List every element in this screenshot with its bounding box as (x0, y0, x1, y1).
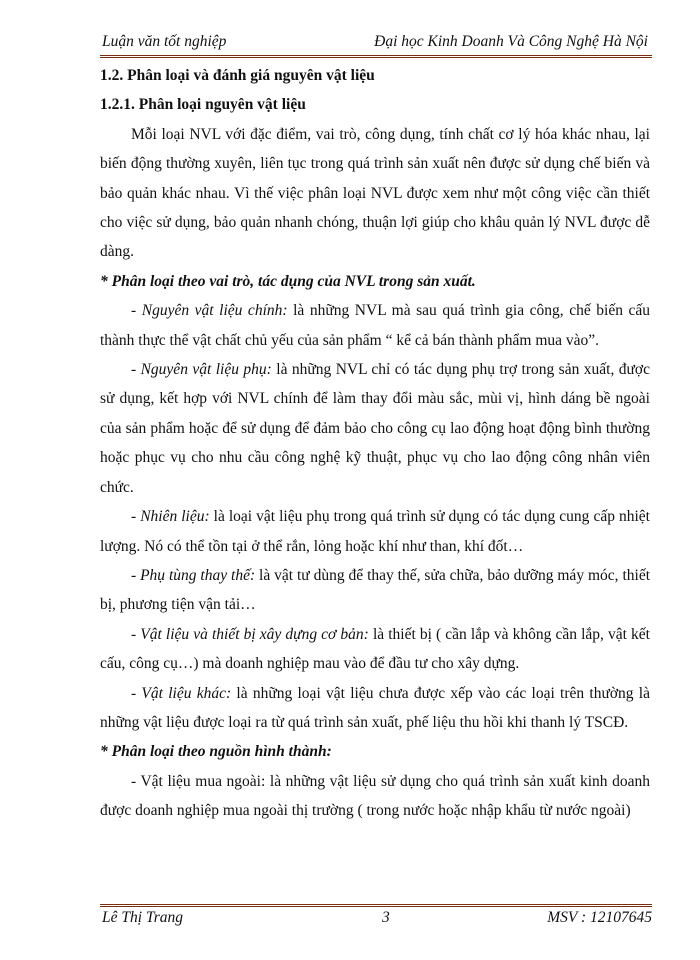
list-item-auxiliary-material: - Nguyên vật liệu phụ: là những NVL chỉ có tác dụng phụ trợ trong sản xuất, được sử dụng, kết hợp với NVL chính để làm thay đổi màu sắc, mùi vị, hình dáng bề ngoài của sản phẩm hoặc để sử dụng để đảm bảo cho công cụ lao động hoạt động bình thường hoặc phục vụ cho nhu cầu công nghệ kỹ thuật, phục vụ cho lao động công nhân viên chức. (100, 361, 650, 496)
term-label: Nguyên vật liệu chính: (141, 302, 288, 320)
list-item-construction-materials: - Vật liệu và thiết bị xây dựng cơ bản: là thiết bị ( cần lắp và không cần lắp, vật kết cấu, công cụ…) mà doanh nghiệp mau vào để đầu tư cho xây dựng. (100, 625, 650, 673)
list-item-purchased-materials: - Vật liệu mua ngoài: là những vật liệu sử dụng cho quá trình sản xuất kinh doanh được doanh nghiệp mua ngoài thị trường ( trong nước hoặc nhập khẩu từ nước ngoài) (100, 772, 650, 820)
page-body (100, 61, 650, 826)
header-university-name: Đại học Kinh Doanh Và Công Nghệ Hà Nội (374, 33, 648, 50)
footer-page-number: 3 (382, 909, 390, 926)
header-thesis-label: Luận văn tốt nghiệp (102, 33, 227, 50)
term-label: Nhiên liệu: (140, 508, 210, 526)
term-label: Phụ tùng thay thế: (140, 566, 256, 584)
intro-paragraph: Mỗi loại NVL với đặc điểm, vai trò, công dụng, tính chất cơ lý hóa khác nhau, lại biến động thường xuyên, liên tục trong quá trình sản xuất nên được sử dụng chế biến và bảo quản khác nhau. Vì thế việc phân loại NVL được xem như một công việc cần thiết cho việc sử dụng, bảo quản nhanh chóng, thuận lợi giúp cho khâu quản lý NVL được dễ dàng. (100, 125, 650, 261)
term-label: Nguyên vật liệu phụ: (140, 361, 272, 379)
list-item-main-material: - Nguyên vật liệu chính: là những NVL mà sau quá trình gia công, chế biến cấu thành thực thể vật chất chủ yếu của sản phẩm “ kể cả bán thành phẩm mua vào”. (100, 302, 651, 349)
footer-author: Lê Thị Trang (102, 909, 183, 926)
classification-heading-source: * Phân loại theo nguồn hình thành: (100, 743, 332, 761)
footer-student-id: MSV : 12107645 (547, 909, 652, 926)
section-heading: 1.2. Phân loại và đánh giá nguyên vật liệu (100, 67, 375, 84)
subsection-heading: 1.2.1. Phân loại nguyên vật liệu (100, 96, 306, 114)
classification-heading-role: * Phân loại theo vai trò, tác dụng của NVL trong sản xuất. (100, 272, 476, 290)
term-label: Vật liệu và thiết bị xây dựng cơ bản: (140, 625, 369, 643)
page-footer (100, 906, 652, 930)
header-rule (100, 55, 652, 58)
list-item-other-materials: - Vật liệu khác: là những loại vật liệu chưa được xếp vào các loại trên thường là những vật liệu được loại ra từ quá trình sản xuất, phế liệu thu hồi khi thanh lý TSCĐ. (100, 684, 650, 731)
list-item-fuel: - Nhiên liệu: là loại vật liệu phụ trong quá trình sử dụng có tác dụng cung cấp nhiệt lượng. Nó có thể tồn tại ở thể rắn, lỏng hoặc khí như than, khí đốt… (100, 508, 650, 555)
page-header (100, 30, 650, 54)
list-item-spare-parts: - Phụ tùng thay thế: là vật tư dùng để thay thế, sửa chữa, bảo dưỡng máy móc, thiết bị, phương tiện vận tải… (100, 566, 651, 614)
term-label: Vật liệu khác: (141, 684, 232, 702)
